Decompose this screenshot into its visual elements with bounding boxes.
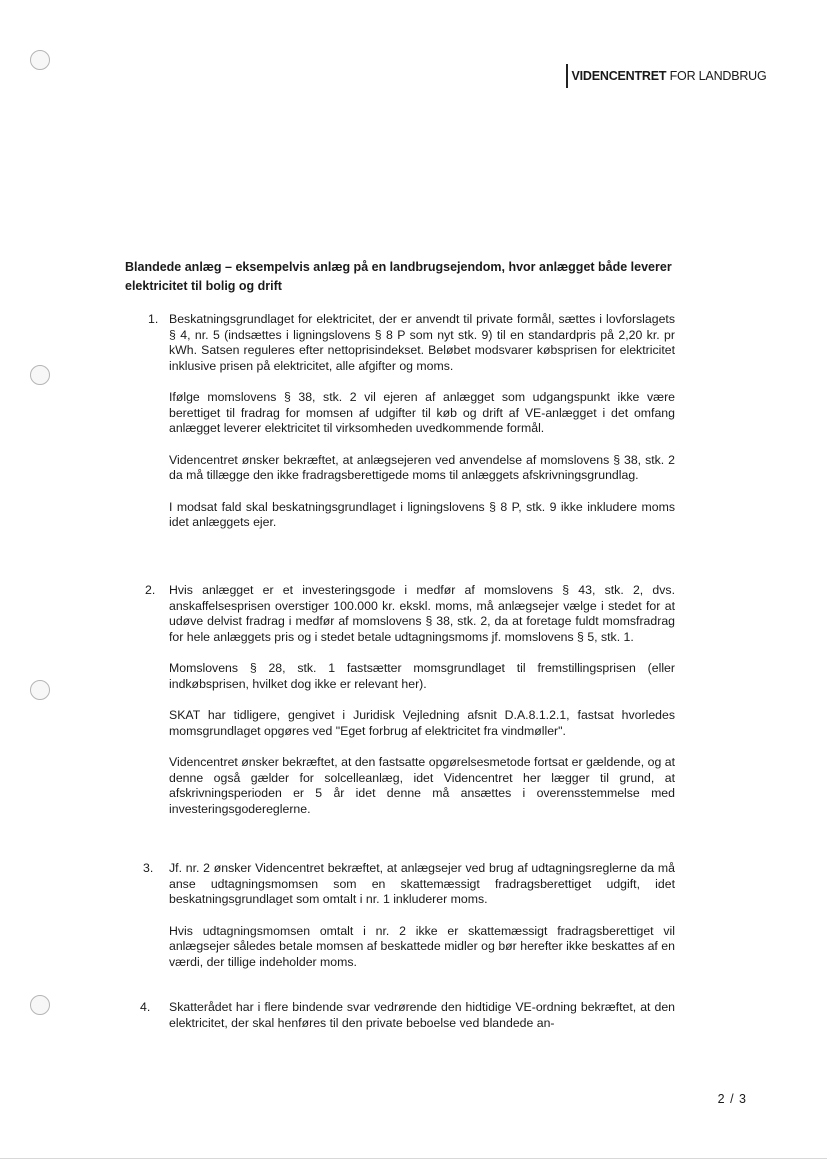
letterhead-divider	[566, 64, 568, 88]
list-item-body	[169, 583, 675, 817]
letterhead	[566, 64, 767, 88]
list-item-number: 2.	[145, 583, 156, 597]
organization-name	[572, 69, 767, 83]
paragraph: Momslovens § 28, stk. 1 fastsætter momsgrundlaget til fremstillingsprisen (eller indkøbsprisen, hvilket dog ikke er relevant her).	[169, 661, 675, 691]
list-item-number: 1.	[148, 312, 159, 326]
list-item-2	[140, 583, 675, 833]
list-item-4	[140, 1000, 675, 1047]
paragraph: Hvis anlægget er et investeringsgode i medfør af momslovens § 43, stk. 2, dvs. anskaffelsesprisen overstiger 100.000 kr. ekskl. moms, må anlægsejer vælge i stedet for at udøve delvist fradrag i medfør af momslovens § 38, stk. 2, da at foretage fuldt momsfradrag for hele anlæggets pris og i stedet betale udtagningsmoms jf. momslovens § 5, stk. 1.	[169, 583, 675, 644]
list-item-3	[140, 861, 675, 986]
page-number: 2 / 3	[717, 1092, 747, 1106]
paragraph: Ifølge momslovens § 38, stk. 2 vil ejeren af anlægget som udgangspunkt ikke være berettiget til fradrag for momsen af udgifter til køb og drift af VE-anlægget i det omfang anlægget leverer elektricitet til virksomheden uvedkommende formål.	[169, 390, 675, 435]
punch-hole-marker	[30, 50, 50, 70]
paragraph: Videncentret ønsker bekræftet, at anlægsejeren ved anvendelse af momslovens § 38, stk. 2 da må tillægge den ikke fradragsberettigede moms til anlæggets afskrivningsgrundlag.	[169, 452, 675, 482]
organization-name-bold: VIDENCENTRET	[571, 69, 667, 83]
paragraph: Beskatningsgrundlaget for elektricitet, der er anvendt til private formål, sættes i lovforslagets § 4, nr. 5 (indsættes i ligningslovens § 8 P som nyt stk. 9) til en standardpris på 2,20 kr. pr kWh. Satsen reguleres efter nettoprisindekset. Beløbet modsvarer købsprisen for elektricitet inklusive prisen på elektricitet, alle afgifter og moms.	[169, 312, 675, 373]
paragraph: Skatterådet har i flere bindende svar vedrørende den hidtidige VE-ordning bekræftet, at den elektricitet, der skal henføres til den private beboelse ved blandede an-	[169, 1000, 675, 1030]
list-item-body	[169, 1000, 675, 1031]
list-item-body	[169, 861, 675, 970]
page-bottom-edge	[0, 1158, 827, 1159]
punch-hole-marker	[30, 995, 50, 1015]
punch-hole-marker	[30, 680, 50, 700]
paragraph: SKAT har tidligere, gengivet i Juridisk Vejledning afsnit D.A.8.1.2.1, fastsat hvorledes momsgrundlaget opgøres ved "Eget forbrug af elektricitet fra vindmøller".	[169, 708, 675, 738]
list-item-number: 3.	[143, 861, 154, 875]
organization-name-rest: FOR LANDBRUG	[666, 69, 767, 83]
punch-hole-marker	[30, 365, 50, 385]
paragraph: Jf. nr. 2 ønsker Videncentret bekræftet, at anlægsejer ved brug af udtagningsreglerne da må anse udtagningsmomsen som en skattemæssigt fradragsberettiget udgift, idet beskatningsgrundlaget som omtalt i nr. 1 inkluderer moms.	[169, 861, 675, 906]
section-heading: Blandede anlæg – eksempelvis anlæg på en landbrugsejendom, hvor anlægget både leverer elektricitet til bolig og drift	[125, 260, 672, 293]
paragraph: Videncentret ønsker bekræftet, at den fastsatte opgørelsesmetode fortsat er gældende, og at denne også gælder for solcelleanlæg, idet Videncentret her lægger til grund, at afskrivningsperioden er 5 år idet denne må ansættes i overensstemmelse med investeringsgodereglerne.	[169, 755, 675, 816]
list-item-number: 4.	[140, 1000, 151, 1014]
list-item-1	[140, 312, 675, 547]
paragraph: I modsat fald skal beskatningsgrundlaget i ligningslovens § 8 P, stk. 9 ikke inkludere moms idet anlæggets ejer.	[169, 499, 675, 529]
paragraph: Hvis udtagningsmomsen omtalt i nr. 2 ikke er skattemæssigt fradragsberettiget vil anlægsejer således betale momsen af beskattede midler og bør herefter ikke beskattes af en værdi, der tillige indeholder moms.	[169, 923, 675, 969]
list-item-body	[169, 312, 675, 531]
